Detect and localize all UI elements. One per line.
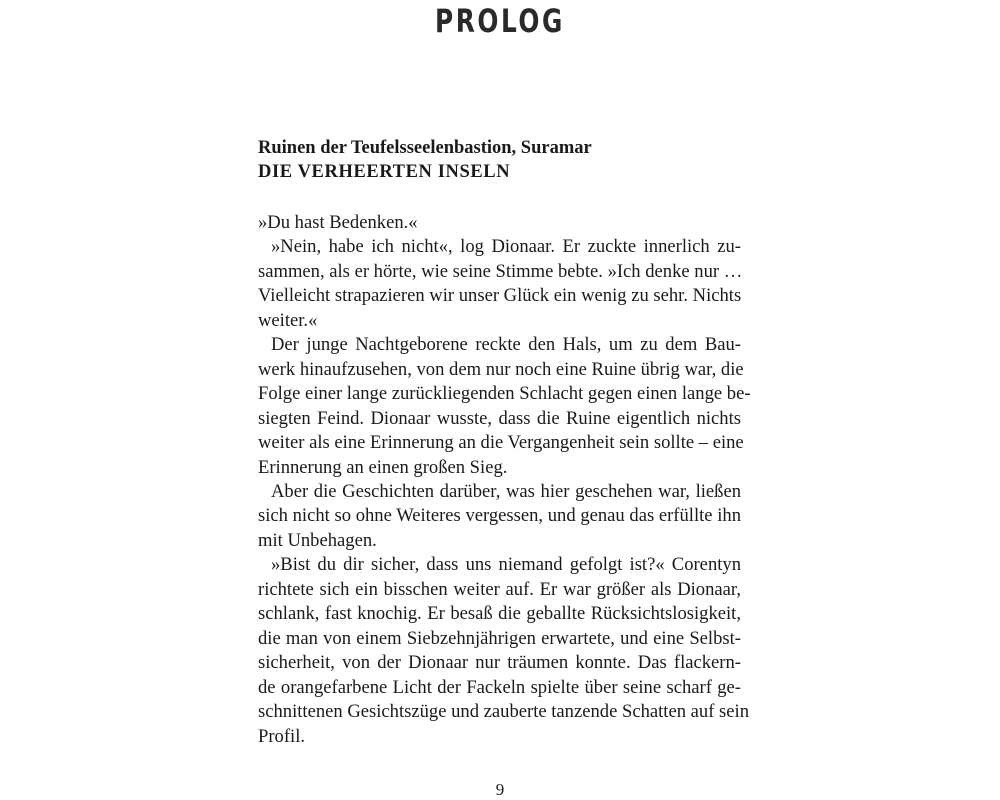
paragraph	[258, 211, 741, 235]
text-line: die man von einem Siebzehnjährigen erwartete, und eine Selbst-	[258, 627, 741, 649]
text-line: richtete sich ein bisschen weiter auf. Er war größer als Dionaar,	[258, 578, 741, 600]
text-line: »Du hast Bedenken.«	[258, 212, 418, 233]
paragraph	[258, 480, 741, 553]
chapter-title: PROLOG	[435, 2, 565, 40]
text-line: mit Unbehagen.	[258, 529, 377, 551]
location-place: Ruinen der Teufelsseelenbastion, Suramar	[258, 138, 592, 158]
location-region: DIE VERHEERTEN INSELN	[258, 162, 511, 182]
page-number: 9	[495, 780, 505, 799]
text-line: »Bist du dir sicher, dass uns niemand gefolgt ist?« Corentyn	[271, 554, 741, 576]
text-line: Folge einer lange zurückliegenden Schlacht gegen einen lange be-	[258, 383, 751, 405]
text-line: sammen, als er hörte, wie seine Stimme bebte. »Ich denke nur …	[258, 260, 743, 282]
text-line: de orangefarbene Licht der Fackeln spielte über seine scharf ge-	[258, 676, 741, 698]
text-line: werk hinaufzusehen, von dem nur noch eine Ruine übrig war, die	[258, 358, 744, 380]
text-line: sicherheit, von der Dionaar nur träumen konnte. Das flackern-	[258, 652, 741, 674]
text-line: Der junge Nachtgeborene reckte den Hals, um zu dem Bau-	[271, 334, 741, 356]
text-line: »Nein, habe ich nicht«, log Dionaar. Er zuckte innerlich zu-	[271, 236, 741, 258]
text-line: Aber die Geschichten darüber, was hier geschehen war, ließen	[271, 480, 741, 502]
body-text	[258, 211, 751, 749]
text-line: Vielleicht strapazieren wir unser Glück ein wenig zu sehr. Nichts	[258, 285, 742, 307]
text-line: weiter.«	[258, 309, 318, 331]
paragraph	[258, 553, 749, 749]
text-line: schlank, fast knochig. Er besaß die geballte Rücksichtslosigkeit,	[258, 603, 741, 625]
text-line: Erinnerung an einen großen Sieg.	[258, 456, 508, 478]
paragraph	[258, 333, 751, 480]
paragraph	[258, 235, 741, 333]
text-line: schnittenen Gesichtszüge und zauberte tanzende Schatten auf sein	[258, 701, 749, 723]
text-line: weiter als eine Erinnerung an die Vergangenheit sein sollte – eine	[258, 432, 744, 454]
text-line: siegten Feind. Dionaar wusste, dass die Ruine eigentlich nichts	[258, 407, 741, 429]
text-line: sich nicht so ohne Weiteres vergessen, und genau das erfüllte ihn	[258, 505, 741, 527]
text-line: Profil.	[258, 725, 306, 747]
